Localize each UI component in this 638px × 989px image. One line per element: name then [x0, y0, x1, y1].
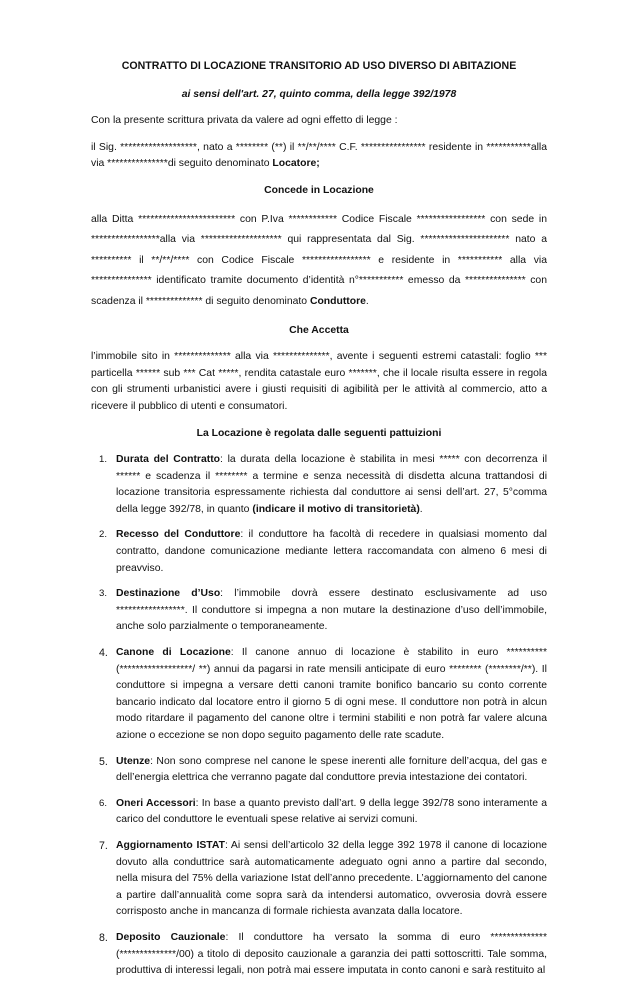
intro-paragraph: Con la presente scrittura privata da valere ad ogni effetto di legge :: [91, 115, 398, 127]
contract-subtitle: ai sensi dell'art. 27, quinto comma, della legge 392/1978: [181, 88, 457, 100]
clause-item: [91, 527, 547, 577]
clause-number: 4.: [99, 647, 108, 660]
immobile-paragraph: l’immobile sito in ************** alla via **************, avente i seguenti estremi catastali: foglio *** particella ****** sub *** Cat *****, rendita catastale euro *******, che il locale risulta essere in regola con gli strumenti urbanistici avere i giusti requisiti di agibilità per le attività al commercio, atto a ricevere il pubblico di utenti e consumatori.: [91, 351, 547, 412]
conduttore-label: Conduttore: [309, 295, 366, 307]
contract-title: CONTRATTO DI LOCAZIONE TRANSITORIO AD USO DIVERSO DI ABITAZIONE: [121, 60, 517, 72]
locatore-label: Locatore;: [272, 158, 320, 170]
clause-item: [91, 645, 547, 745]
clause-title: Destinazione d’Uso: [116, 588, 221, 600]
clause-title: Aggiornamento ISTAT: [116, 839, 225, 851]
clause-number: 6.: [99, 797, 108, 809]
conduttore-end: .: [365, 295, 369, 307]
clause-number: 7.: [99, 839, 108, 852]
conduttore-block: [91, 210, 547, 313]
clause-item: [91, 930, 547, 980]
clause-extra: (indicare il motivo di transitorietà): [252, 503, 420, 515]
clause-number: 3.: [99, 588, 108, 600]
clause-item: [91, 754, 547, 787]
clause-text: : la durata della locazione è stabilita in mesi ***** con decorrenza il ****** e scadenza il ******** a termine e senza necessità di disdetta alcuna trattandosi di locazione transitoria espressamente richiesta dal conduttore ai sensi dell’art. 27, 5°comma della legge 392/78, in quanto: [116, 454, 547, 515]
clause-text: : il conduttore ha facoltà di recedere in qualsiasi momento dal contratto, dandone comunicazione mediante lettera raccomandata con almeno 6 mesi di preavviso.: [116, 529, 547, 574]
heading-pattuizioni: La Locazione è regolata dalle seguenti pattuizioni: [196, 427, 442, 439]
clause-text: : Il canone annuo di locazione è stabilito in euro ********** (******************/ **) annui da pagarsi in rate mensili anticipate di euro ******** (********/**). Il conduttore si impegna a versare detti canoni tramite bonifico bancario su conto corrente bancario indicato dal locatore entro il giorno 5 di ogni mese. Il conduttore non potrà in alcun modo ritardare il pagamento del canone oltre i termini stabiliti e non potrà far valere alcuna azione o eccezione se non dopo seguito pagamento delle rate scadute.: [116, 647, 547, 741]
clause-number: 1.: [99, 454, 108, 466]
heading-accetta: Che Accetta: [289, 324, 349, 336]
clause-text: : Il conduttore ha versato la somma di euro ************** (**************/00) a titolo di deposito cauzionale a garanzia dei patti sottoscritti. Tale somma, produttiva di interessi legali, non potrà mai essere imputata in conto canoni e sarà restituito al: [116, 931, 548, 977]
clause-text: : Non sono comprese nel canone le spese inerenti alle forniture dell’acqua, del gas e dell’energia elettrica che verranno pagate dal conduttore previa intestazione dei contatori.: [116, 755, 547, 784]
conduttore-text: alla Ditta ************************ con P.Iva ************ Codice Fiscale ***************** con sede in *****************alla via ******************** qui rappresentata dal Sig. ********************** nato a ********** il **/**/**** con Codice Fiscale ***************** e residente in *********** alla via *************** identificato tramite documento d’identità n°*********** emesso da *************** con scadenza il ************** di seguito denominato: [91, 213, 547, 307]
clause-title: Recesso del Conduttore: [116, 529, 241, 541]
clause-item: [91, 586, 547, 636]
clauses-list: [91, 452, 547, 980]
clause-end: .: [419, 503, 423, 515]
clause-item: [91, 452, 547, 518]
locatore-text: il Sig. *******************, nato a ******** (**) il **/**/**** C.F. **************** residente in ***********alla via ***************di seguito denominato: [91, 141, 547, 170]
document-page: [91, 58, 547, 989]
heading-concede: Concede in Locazione: [264, 184, 374, 196]
clause-text: : In base a quanto previsto dall’art. 9 della legge 392/78 sono interamente a carico del conduttore le eventuali spese relative ai servizi comuni.: [116, 797, 547, 826]
clause-item: [91, 838, 547, 921]
clause-title: Utenze: [116, 755, 151, 767]
clause-number: 2.: [99, 529, 108, 541]
clause-title: Canone di Locazione: [116, 647, 231, 659]
clause-title: Deposito Cauzionale: [116, 931, 226, 943]
locatore-paragraph: [91, 140, 547, 173]
conduttore-paragraph: [91, 210, 547, 313]
clause-title: Durata del Contratto: [116, 454, 221, 466]
clause-number: 8.: [99, 931, 108, 944]
clause-number: 5.: [99, 755, 108, 768]
clause-title: Oneri Accessori: [116, 797, 196, 809]
clause-text: : l’immobile dovrà essere destinato esclusivamente ad uso *****************. Il conduttore si impegna a non mutare la destinazione d’uso dell’immobile, anche solo parzialmente o temporaneamente.: [116, 588, 547, 633]
clause-item: [91, 796, 547, 829]
clause-text: : Ai sensi dell’articolo 32 della legge 392 1978 il canone di locazione dovuto alla conduttrice sarà automaticamente adeguato ogni anno a partire dal secondo, nella misura del 75% della variazione Istat dell’anno precedente. L’aggiornamento del canone a partire dall’annualità come sopra sarà da intendersi automatico, ovverosia dovrà essere corrisposto anche in mancanza di formale richiesta avanzata dalla locatore.: [116, 839, 547, 918]
